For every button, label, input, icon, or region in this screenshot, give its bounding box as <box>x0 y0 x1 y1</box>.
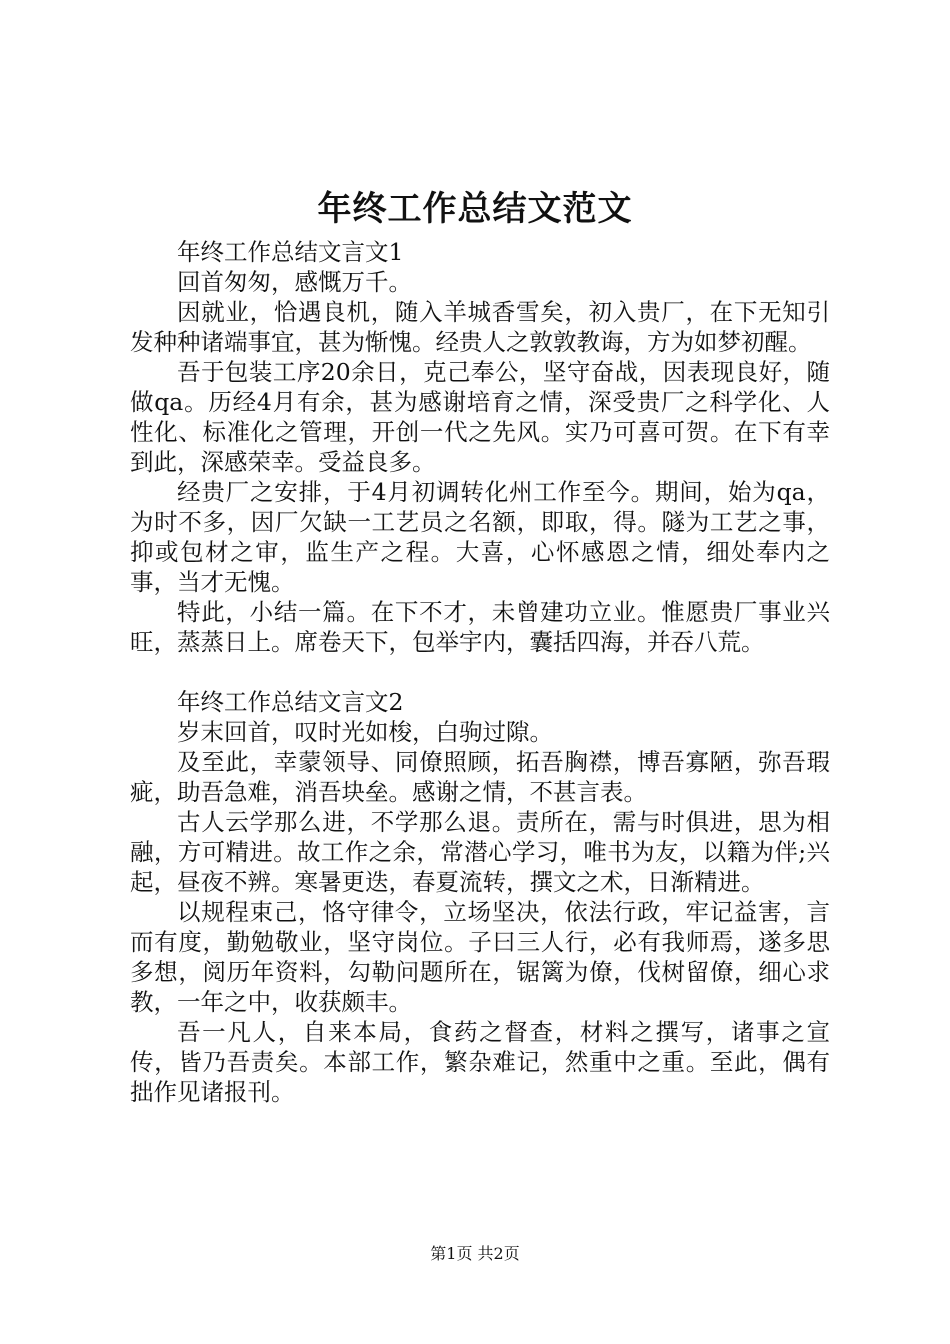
section-2-paragraph-3: 古人云学那么进，不学那么退。责所在，需与时俱进，思为相融，方可精进。故工作之余，常潜心学习，唯书为友，以籍为伴;兴起，昼夜不辨。寒暑更迭，春夏流转，撰文之术，日渐精进。 <box>130 808 830 896</box>
section-2-paragraph-2: 及至此，幸蒙领导、同僚照顾，拓吾胸襟，博吾寡陋，弥吾瑕疵，助吾急难，消吾块垒。感谢之情，不甚言表。 <box>130 748 830 806</box>
section-spacer <box>130 657 830 687</box>
section-2-paragraph-1: 岁末回首，叹时光如梭，白驹过隙。 <box>177 718 553 746</box>
section-1 <box>130 237 830 657</box>
section-2-paragraph-4: 以规程束己，恪守律令，立场坚决，依法行政，牢记益害，言而有度，勤勉敬业，坚守岗位。子曰三人行，必有我师焉，遂多思多想，阅历年资料，勾勒问题所在，锯篱为僚，伐树留僚，细心求教，一年之中，收获颇丰。 <box>130 898 830 1016</box>
section-2-heading: 年终工作总结文言文2 <box>177 688 404 716</box>
section-1-heading: 年终工作总结文言文1 <box>177 238 404 266</box>
section-1-paragraph-1: 回首匆匆，感慨万千。 <box>177 268 412 296</box>
document-title: 年终工作总结文范文 <box>317 189 633 229</box>
page-footer: 第1页 共2页 <box>430 1244 520 1263</box>
section-1-paragraph-3: 吾于包装工序20余日，克己奉公，坚守奋战，因表现良好，随做qa。历经4月有余，甚为感谢培育之情，深受贵厂之科学化、人性化、标准化之管理，开创一代之先风。实乃可喜可贺。在下有幸到此，深感荣幸。受益良多。 <box>130 358 830 476</box>
section-1-paragraph-2: 因就业，恰遇良机，随入羊城香雪矣，初入贵厂，在下无知引发种种诸端事宜，甚为惭愧。经贵人之敦敦教诲，方为如梦初醒。 <box>130 298 830 356</box>
document-body <box>130 237 830 1107</box>
section-1-paragraph-5: 特此，小结一篇。在下不才，未曾建功立业。惟愿贵厂事业兴旺，蒸蒸日上。席卷天下，包举宇内，囊括四海，并吞八荒。 <box>130 598 830 656</box>
section-2 <box>130 687 830 1107</box>
section-2-paragraph-5: 吾一凡人，自来本局，食药之督查，材料之撰写，诸事之宣传，皆乃吾责矣。本部工作，繁杂难记，然重中之重。至此，偶有拙作见诸报刊。 <box>130 1018 830 1106</box>
section-1-paragraph-4: 经贵厂之安排，于4月初调转化州工作至今。期间，始为qa，为时不多，因厂欠缺一工艺员之名额，即取，得。隧为工艺之事，抑或包材之审，监生产之程。大喜，心怀感恩之情，细处奉内之事，当才无愧。 <box>130 478 830 596</box>
